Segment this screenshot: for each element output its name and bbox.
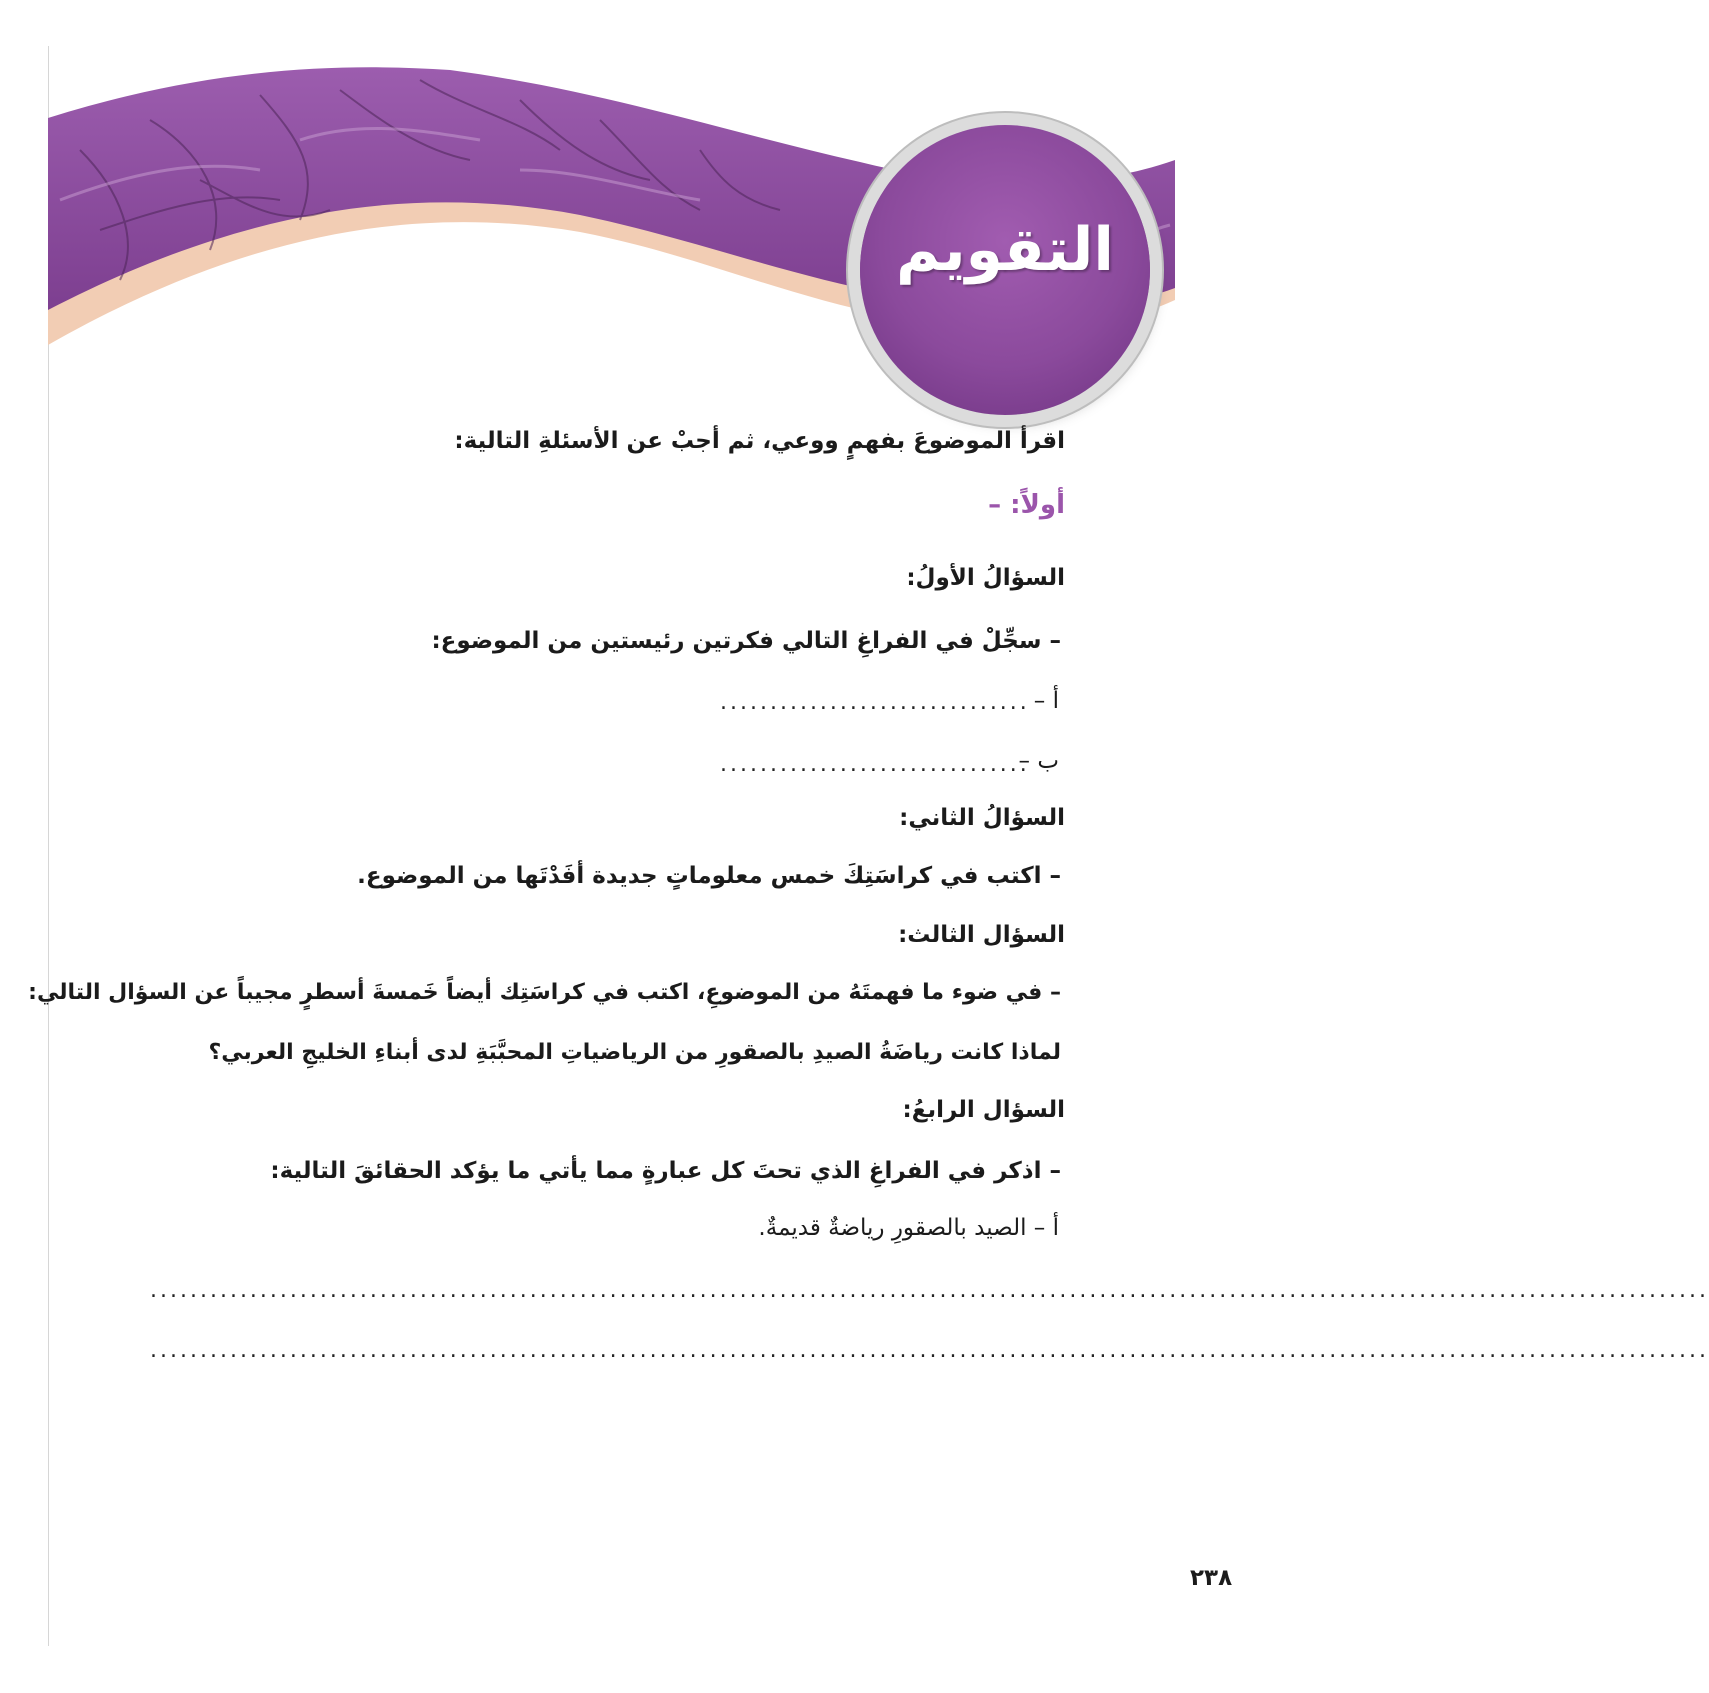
section-label: أولاً: – — [988, 490, 1065, 520]
page-number: ٢٣٨ — [1190, 1565, 1233, 1591]
q2-prompt: – اكتب في كراسَتِكَ خمس معلوماتٍ جديدة أفَدْتَها من الموضوع. — [357, 863, 1061, 889]
q1-item-a-label: أ – — [1033, 688, 1059, 714]
q3-prompt: – في ضوء ما فهمتَهُ من الموضوعِ، اكتب في كراسَتِك أيضاً خَمسةَ أسطرٍ مجيباً عن السؤال التالي: — [28, 980, 1061, 1005]
q3-title: السؤال الثالث: — [898, 922, 1065, 948]
q4-item-a: أ – الصيد بالصقورِ رياضةٌ قديمةٌ. — [758, 1215, 1059, 1241]
q3-question: لماذا كانت رياضَةُ الصيدِ بالصقورِ من الرياضياتِ المحبَّبَةِ لدى أبناءِ الخليجِ العربي؟ — [208, 1040, 1061, 1065]
q2-title: السؤالُ الثاني: — [899, 805, 1065, 831]
q1-item-b-answer-blank: ............................... — [720, 752, 1030, 777]
intro-instruction: اقرأ الموضوعَ بفهمٍ ووعي، ثم أجبْ عن الأسئلةِ التالية: — [454, 428, 1065, 454]
q1-item-b-label: ب – — [1018, 748, 1059, 774]
q4-answer-line-2: ............................................................................................................................................................ — [150, 1338, 1709, 1363]
q1-item-a-answer-blank: ............................... — [720, 690, 1030, 715]
q1-title: السؤالُ الأولُ: — [906, 565, 1065, 591]
q4-prompt: – اذكر في الفراغِ الذي تحتَ كل عبارةٍ مما يأتي ما يؤكد الحقائقَ التالية: — [270, 1158, 1061, 1184]
page-title: التقويم — [896, 215, 1114, 285]
q4-title: السؤال الرابعُ: — [902, 1097, 1065, 1123]
q4-answer-line-1: ............................................................................................................................................................ — [150, 1278, 1709, 1303]
q1-prompt: – سجِّلْ في الفراغِ التالي فكرتين رئيستين من الموضوع: — [431, 628, 1061, 654]
